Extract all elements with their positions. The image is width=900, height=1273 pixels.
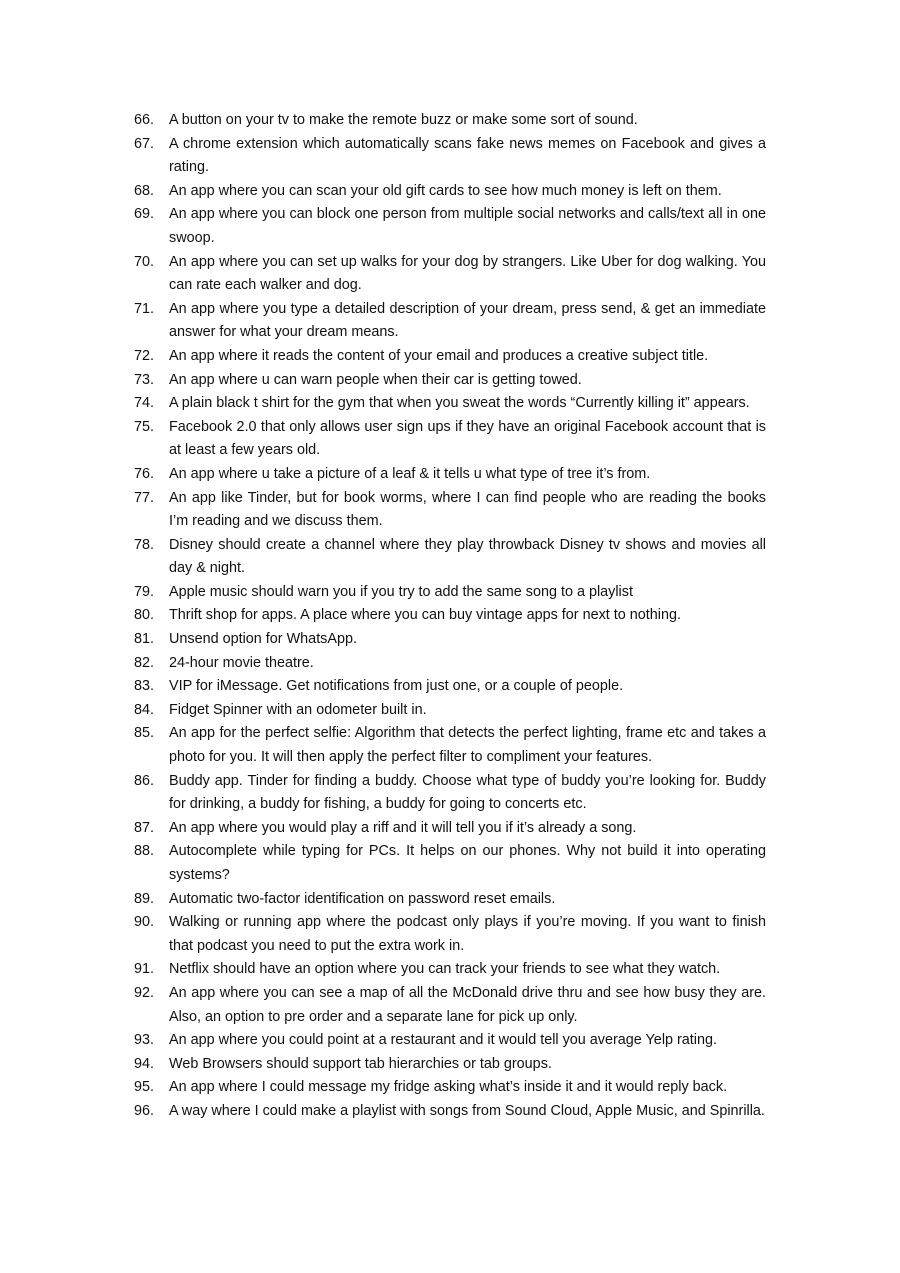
list-item [134, 628, 766, 652]
list-item-number: 94. [134, 1055, 155, 1072]
list-item-text: 24-hour movie theatre. [169, 654, 314, 671]
list-item-text: An app where you can block one person from multiple social networks and calls/text all in one swoop. [169, 206, 766, 246]
list-item-text: An app like Tinder, but for book worms, where I can find people who are reading the books I’m reading and we discuss them. [169, 489, 766, 530]
list-item [134, 251, 766, 298]
list-item-number: 75. [134, 418, 155, 435]
list-item [134, 675, 766, 699]
list-item-number: 74. [134, 395, 155, 412]
list-item [134, 1100, 766, 1124]
list-item [134, 1076, 766, 1100]
list-item-text: An app where I could message my fridge asking what’s inside it and it would reply back. [169, 1079, 728, 1096]
list-item-number: 96. [134, 1102, 155, 1119]
list-item-number: 76. [134, 465, 155, 482]
list-item [134, 888, 766, 912]
list-item-number: 72. [134, 347, 155, 364]
list-item-number: 86. [134, 772, 155, 789]
list-item [134, 298, 766, 345]
list-item-number: 67. [134, 135, 155, 152]
list-item [134, 817, 766, 841]
list-item-number: 77. [134, 489, 155, 506]
list-item-number: 92. [134, 984, 155, 1001]
list-item-text: Automatic two-factor identification on password reset emails. [169, 890, 556, 907]
idea-list [134, 109, 766, 1124]
list-item-number: 85. [134, 725, 155, 742]
list-item-text: An app where u take a picture of a leaf & it tells u what type of tree it’s from. [169, 465, 651, 482]
list-item-text: Buddy app. Tinder for finding a buddy. Choose what type of buddy you’re looking for. Buddy for drinking, a buddy for fishing, a buddy for going to concerts etc. [169, 772, 766, 813]
list-item [134, 109, 766, 133]
list-item-text: Walking or running app where the podcast only plays if you’re moving. If you want to finish that podcast you need to put the extra work in. [169, 914, 766, 954]
list-item [134, 133, 766, 180]
list-item-text: A way where I could make a playlist with songs from Sound Cloud, Apple Music, and Spinrilla. [169, 1102, 765, 1119]
list-item [134, 203, 766, 250]
list-item [134, 392, 766, 416]
list-item-text: An app where you could point at a restaurant and it would tell you average Yelp rating. [169, 1032, 718, 1049]
list-item-number: 95. [134, 1079, 155, 1096]
list-item [134, 534, 766, 581]
list-item-text: An app where you can set up walks for your dog by strangers. Like Uber for dog walking. You can rate each walker and dog. [169, 253, 766, 294]
list-item [134, 1053, 766, 1077]
list-item [134, 911, 766, 958]
list-item [134, 345, 766, 369]
list-item-text: VIP for iMessage. Get notifications from just one, or a couple of people. [169, 678, 624, 695]
list-item-number: 81. [134, 631, 155, 648]
list-item-text: Apple music should warn you if you try to add the same song to a playlist [169, 583, 633, 600]
list-item-text: Disney should create a channel where they play throwback Disney tv shows and movies all day & night. [169, 536, 766, 577]
list-item-text: Fidget Spinner with an odometer built in. [169, 701, 427, 718]
list-item-text: Facebook 2.0 that only allows user sign ups if they have an original Facebook account that is at least a few years old. [169, 418, 766, 459]
list-item-number: 89. [134, 890, 155, 907]
list-item-number: 78. [134, 536, 155, 553]
list-item [134, 463, 766, 487]
list-item [134, 180, 766, 204]
list-item-text: A chrome extension which automatically scans fake news memes on Facebook and gives a rating. [169, 135, 766, 176]
list-item-number: 80. [134, 607, 155, 624]
list-item-text: An app where you would play a riff and it will tell you if it’s already a song. [169, 819, 637, 836]
list-item-number: 70. [134, 253, 155, 270]
list-item-number: 88. [134, 843, 155, 860]
list-item-number: 73. [134, 371, 155, 388]
list-item [134, 699, 766, 723]
list-item-number: 87. [134, 819, 155, 836]
list-item [134, 722, 766, 769]
list-item-text: Web Browsers should support tab hierarchies or tab groups. [169, 1055, 552, 1072]
list-item-text: An app for the perfect selfie: Algorithm that detects the perfect lighting, frame etc and takes a photo for you. It will then apply the perfect filter to compliment your features. [169, 725, 766, 766]
list-item-text: An app where you type a detailed description of your dream, press send, & get an immediate answer for what your dream means. [169, 300, 766, 341]
list-item [134, 958, 766, 982]
list-item-text: An app where you can see a map of all the McDonald drive thru and see how busy they are. Also, an option to pre order and a separate lane for pick up only. [169, 984, 766, 1025]
list-item-number: 68. [134, 182, 155, 199]
list-item [134, 416, 766, 463]
list-item [134, 840, 766, 887]
list-item-number: 66. [134, 112, 155, 128]
list-item [134, 982, 766, 1029]
list-item-text: Thrift shop for apps. A place where you can buy vintage apps for next to nothing. [169, 607, 681, 624]
list-item-number: 90. [134, 914, 155, 931]
list-item-text: A plain black t shirt for the gym that when you sweat the words “Currently killing it” appears. [169, 395, 750, 412]
list-item-number: 82. [134, 654, 155, 671]
list-item-number: 84. [134, 701, 155, 718]
list-item [134, 604, 766, 628]
list-item-text: A button on your tv to make the remote buzz or make some sort of sound. [169, 112, 638, 128]
list-item-text: Unsend option for WhatsApp. [169, 631, 357, 648]
list-item [134, 652, 766, 676]
list-item [134, 369, 766, 393]
list-item [134, 770, 766, 817]
list-item-text: An app where u can warn people when their car is getting towed. [169, 371, 582, 388]
list-item-number: 79. [134, 583, 155, 600]
list-item-number: 93. [134, 1032, 155, 1049]
list-item [134, 487, 766, 534]
list-item-text: Netflix should have an option where you can track your friends to see what they watch. [169, 961, 721, 978]
list-item [134, 1029, 766, 1053]
list-item-number: 91. [134, 961, 155, 978]
list-item-text: An app where it reads the content of your email and produces a creative subject title. [169, 347, 709, 364]
list-item-text: Autocomplete while typing for PCs. It helps on our phones. Why not build it into operating systems? [169, 843, 766, 883]
list-item-text: An app where you can scan your old gift cards to see how much money is left on them. [169, 182, 722, 199]
list-item-number: 83. [134, 678, 155, 695]
list-item-number: 69. [134, 206, 155, 223]
list-item [134, 581, 766, 605]
list-item-number: 71. [134, 300, 155, 317]
